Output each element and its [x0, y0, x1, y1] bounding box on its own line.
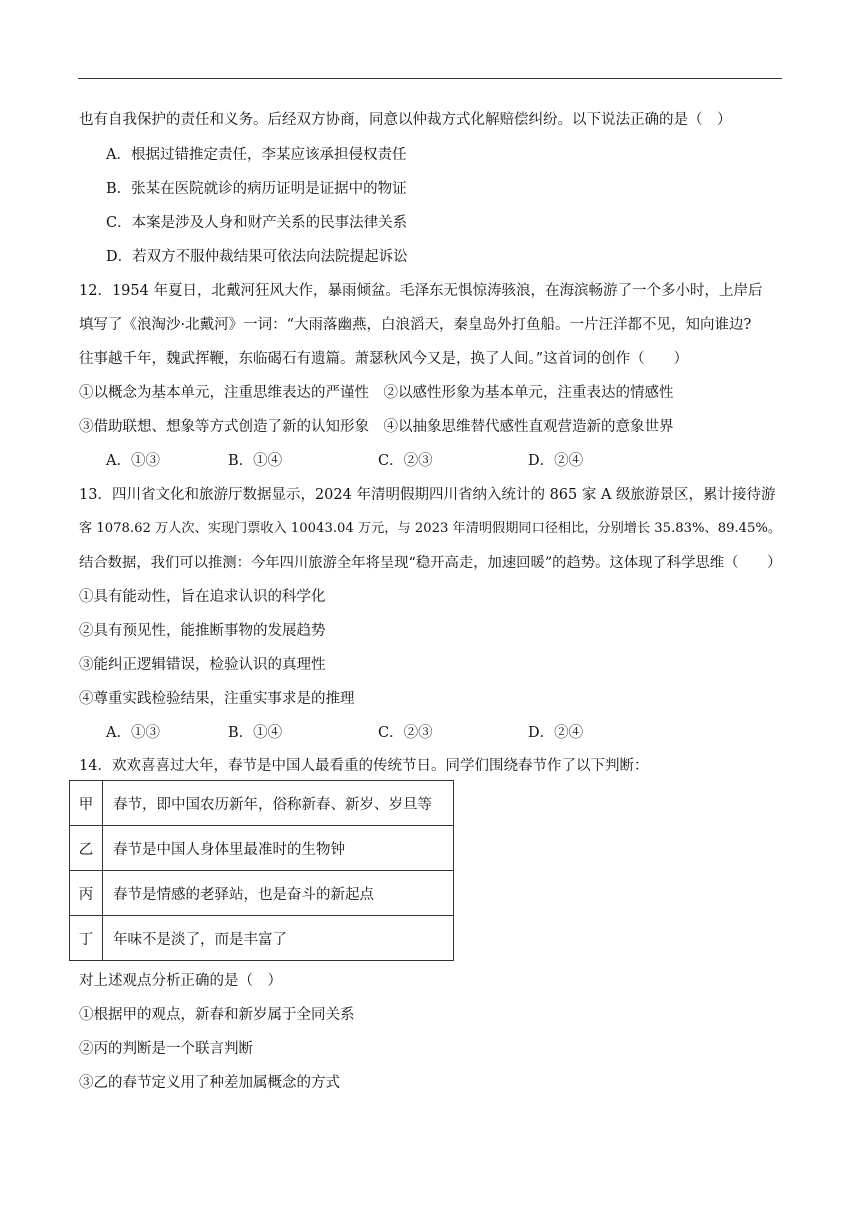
- q11-option-c: C．本案是涉及人身和财产关系的民事法律关系: [106, 215, 408, 231]
- q13-stem-line-3: 结合数据，我们可以推测：今年四川旅游全年将呈现“稳开高走，加速回暖”的趋势。这体现了科学思维（ ）: [79, 555, 782, 571]
- table-row: [70, 781, 454, 826]
- q14-statement-2: ②丙的判断是一个联言判断: [79, 1041, 253, 1057]
- q12-option-a: A．①③: [106, 453, 160, 469]
- q13-statement-1: ①具有能动性，旨在追求认识的科学化: [79, 589, 326, 605]
- q12-stem-line-1: 12．1954 年夏日，北戴河狂风大作，暴雨倾盆。毛泽东无惧惊涛骇浪，在海滨畅游了一个多小时，上岸后: [79, 283, 763, 299]
- judgment-table: [69, 780, 454, 961]
- q13-option-a: A．①③: [106, 725, 160, 741]
- q12-stem-line-2: 填写了《浪淘沙·北戴河》一词：“大雨落幽燕，白浪滔天，秦皇岛外打鱼船。一片汪洋都不见，知向谁边?: [79, 317, 752, 333]
- q14-question: 对上述观点分析正确的是（ ）: [79, 973, 282, 989]
- row-key: 乙: [70, 826, 103, 871]
- q13-statement-3: ③能纠正逻辑错误，检验认识的真理性: [79, 657, 326, 673]
- header-rule: [78, 78, 782, 79]
- row-key: 丙: [70, 871, 103, 916]
- q13-statement-4: ④尊重实践检验结果，注重实事求是的推理: [79, 691, 355, 707]
- row-key: 甲: [70, 781, 103, 826]
- q11-option-b: B．张某在医院就诊的病历证明是证据中的物证: [106, 181, 407, 197]
- q13-option-c: C．②③: [378, 725, 433, 741]
- q12-stem-line-3: 往事越千年，魏武挥鞭，东临碣石有遗篇。萧瑟秋风今又是，换了人间。”这首词的创作（ ）: [79, 351, 689, 367]
- q13-stem-line-2: 客 1078.62 万人次、实现门票收入 10043.04 万元，与 2023 年清明假期同口径相比，分别增长 35.83%、89.45%。: [79, 521, 782, 536]
- q14-statement-3: ③乙的春节定义用了种差加属概念的方式: [79, 1075, 340, 1091]
- row-text: 春节是中国人身体里最准时的生物钟: [103, 826, 454, 871]
- q12-statement-line-2: ③借助联想、想象等方式创造了新的认知形象 ④以抽象思维替代感性直观营造新的意象世界: [79, 419, 674, 435]
- q12-statement-line-1: ①以概念为基本单元，注重思维表达的严谨性 ②以感性形象为基本单元，注重表达的情感性: [79, 385, 674, 401]
- q14-statement-1: ①根据甲的观点，新春和新岁属于全同关系: [79, 1007, 355, 1023]
- q11-option-a: A．根据过错推定责任，李某应该承担侵权责任: [106, 147, 407, 163]
- q12-option-b: B．①④: [228, 453, 283, 469]
- q11-option-d: D．若双方不服仲裁结果可依法向法院提起诉讼: [106, 249, 408, 265]
- row-text: 春节，即中国农历新年，俗称新春、新岁、岁旦等: [103, 781, 454, 826]
- table-row: [70, 871, 454, 916]
- q11-stem-tail: 也有自我保护的责任和义务。后经双方协商，同意以仲裁方式化解赔偿纠纷。以下说法正确的是（ ）: [79, 112, 732, 128]
- q13-statement-2: ②具有预见性，能推断事物的发展趋势: [79, 623, 326, 639]
- q13-option-d: D．②④: [528, 725, 584, 741]
- row-key: 丁: [70, 916, 103, 961]
- table-row: [70, 916, 454, 961]
- row-text: 春节是情感的老驿站，也是奋斗的新起点: [103, 871, 454, 916]
- q13-stem-line-1: 13．四川省文化和旅游厅数据显示，2024 年清明假期四川省纳入统计的 865 家 A 级旅游景区，累计接待游: [79, 487, 776, 503]
- q13-option-b: B．①④: [228, 725, 283, 741]
- q12-option-c: C．②③: [378, 453, 433, 469]
- q12-option-d: D．②④: [528, 453, 584, 469]
- q14-stem: 14．欢欢喜喜过大年，春节是中国人最看重的传统节日。同学们围绕春节作了以下判断：: [79, 758, 649, 774]
- table-row: [70, 826, 454, 871]
- row-text: 年味不是淡了，而是丰富了: [103, 916, 454, 961]
